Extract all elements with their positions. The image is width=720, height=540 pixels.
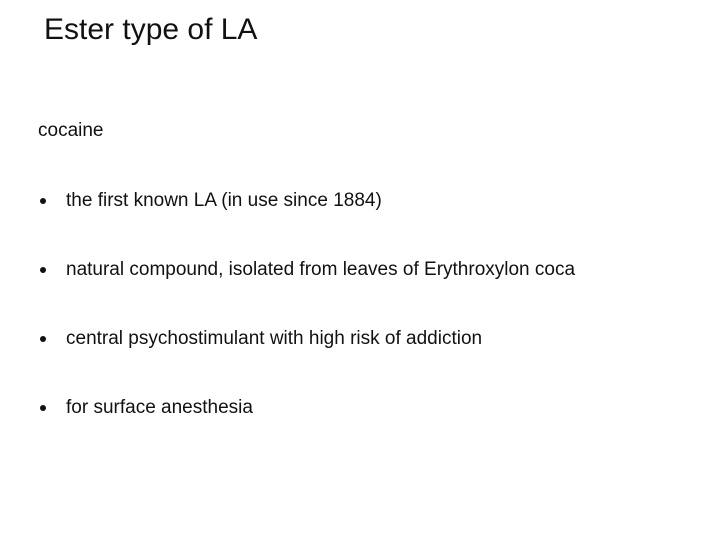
bullet-item <box>40 394 253 422</box>
bullet-text: central psychostimulant with high risk of addiction <box>66 328 483 349</box>
bullet-dot-icon <box>40 198 46 204</box>
slide-title: Ester type of LA <box>44 13 258 46</box>
bullet-text: the first known LA (in use since 1884) <box>66 190 382 211</box>
bullet-dot-icon <box>40 267 46 273</box>
bullet-dot-icon <box>40 336 46 342</box>
bullet-dot-icon <box>40 405 46 411</box>
bullet-item <box>40 325 482 353</box>
bullet-text: natural compound, isolated from leaves of Erythroxylon coca <box>66 259 576 280</box>
slide-subtitle: cocaine <box>38 120 104 141</box>
bullet-item <box>40 187 382 215</box>
bullet-text: for surface anesthesia <box>66 397 253 418</box>
bullet-item <box>40 256 575 284</box>
